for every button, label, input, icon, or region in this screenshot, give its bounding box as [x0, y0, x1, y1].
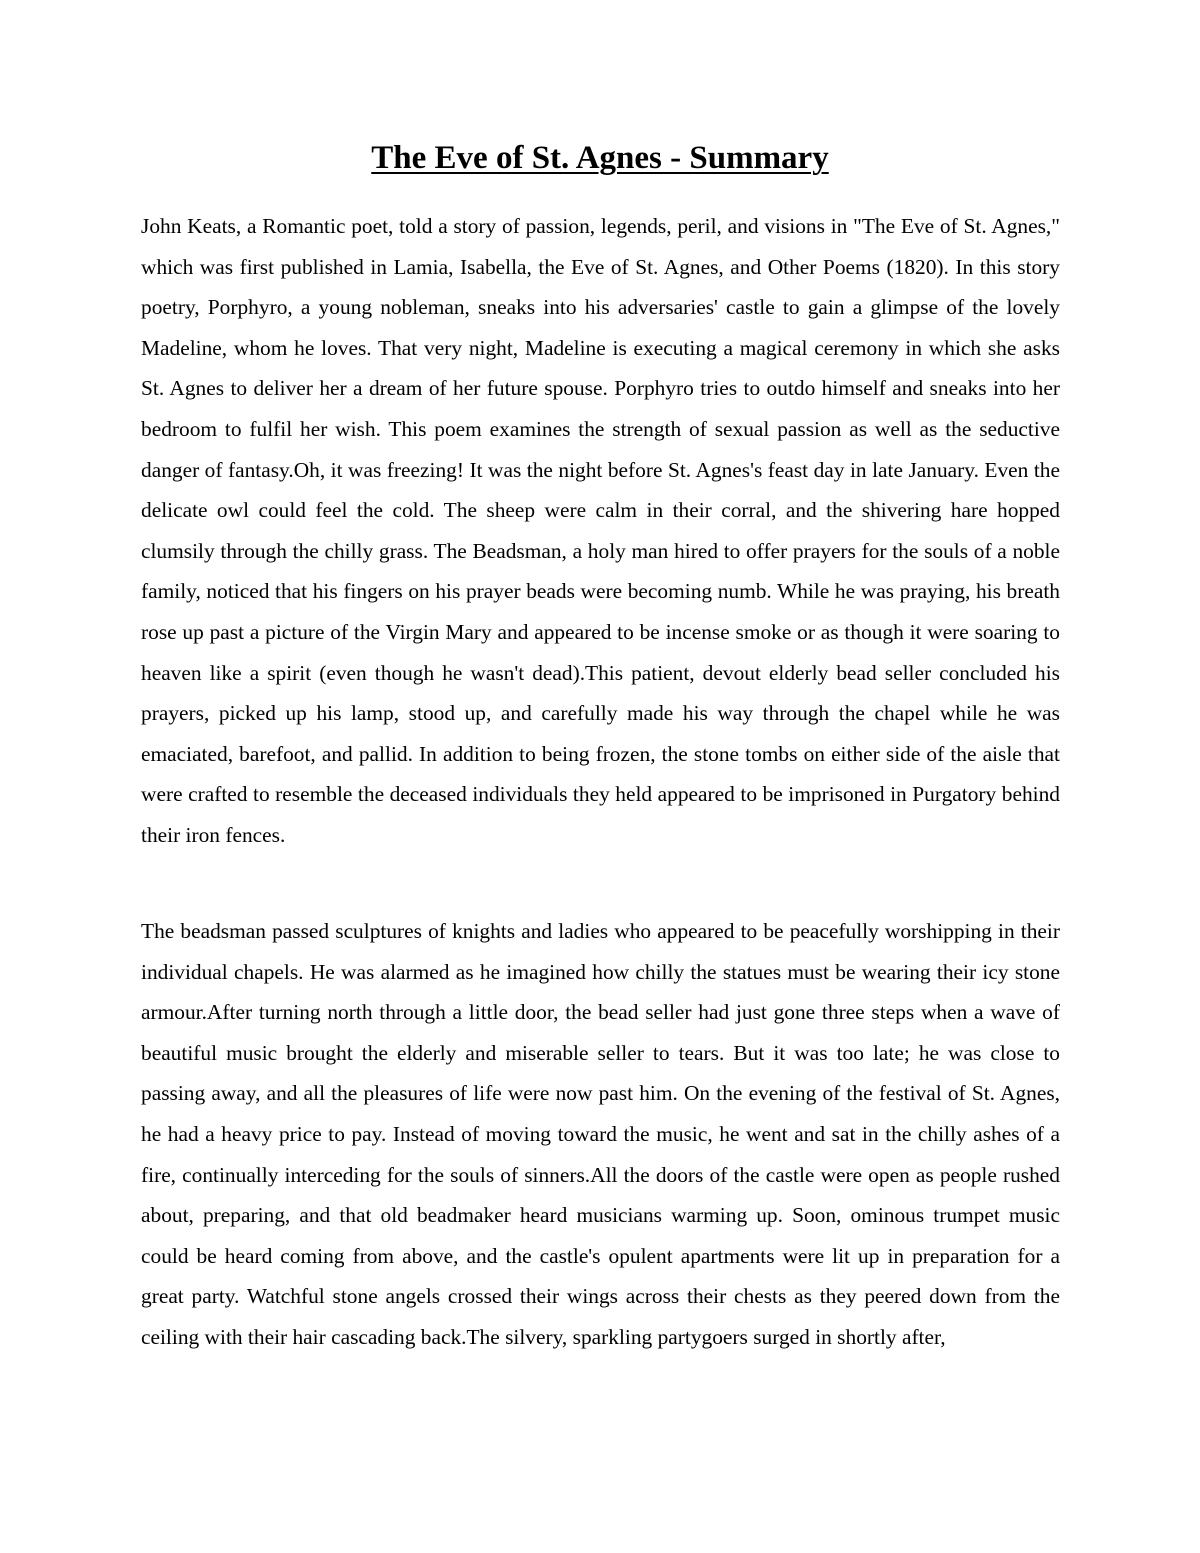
paragraph-1: John Keats, a Romantic poet, told a story of passion, legends, peril, and visions in "The Eve of St. Agnes," which was first published in Lamia, Isabella, the Eve of St. Agnes, and Other Poems (1820). In this story poetry, Porphyro, a young nobleman, sneaks into his adversaries' castle to gain a glimpse of the lovely Madeline, whom he loves. That very night, Madeline is executing a magical ceremony in which she asks St. Agnes to deliver her a dream of her future spouse. Porphyro tries to outdo himself and sneaks into her bedroom to fulfil her wish. This poem examines the strength of sexual passion as well as the seductive danger of fantasy.Oh, it was freezing! It was the night before St. Agnes's feast day in late January. Even the delicate owl could feel the cold. The sheep were calm in their corral, and the shivering hare hopped clumsily through the chilly grass. The Beadsman, a holy man hired to offer prayers for the souls of a noble family, noticed that his fingers on his prayer beads were becoming numb. While he was praying, his breath rose up past a picture of the Virgin Mary and appeared to be incense smoke or as though it were soaring to heaven like a spirit (even though he wasn't dead).This patient, devout elderly bead seller concluded his prayers, picked up his lamp, stood up, and carefully made his way through the chapel while he was emaciated, barefoot, and pallid. In addition to being frozen, the stone tombs on either side of the aisle that were crafted to resemble the deceased individuals they held appeared to be imprisoned in Purgatory behind their iron fences.	[141, 214, 1060, 847]
paragraph-2: The beadsman passed sculptures of knights and ladies who appeared to be peacefully worshipping in their individual chapels. He was alarmed as he imagined how chilly the statues must be wearing their icy stone armour.After turning north through a little door, the bead seller had just gone three steps when a wave of beautiful music brought the elderly and miserable seller to tears. But it was too late; he was close to passing away, and all the pleasures of life were now past him. On the evening of the festival of St. Agnes, he had a heavy price to pay. Instead of moving toward the music, he went and sat in the chilly ashes of a fire, continually interceding for the souls of sinners.All the doors of the castle were open as people rushed about, preparing, and that old beadmaker heard musicians warming up. Soon, ominous trumpet music could be heard coming from above, and the castle's opulent apartments were lit up in preparation for a great party. Watchful stone angels crossed their wings across their chests as they peered down from the ceiling with their hair cascading back.The silvery, sparkling partygoers surged in shortly after,	[141, 919, 1060, 1349]
document-title: The Eve of St. Agnes - Summary	[371, 140, 829, 176]
